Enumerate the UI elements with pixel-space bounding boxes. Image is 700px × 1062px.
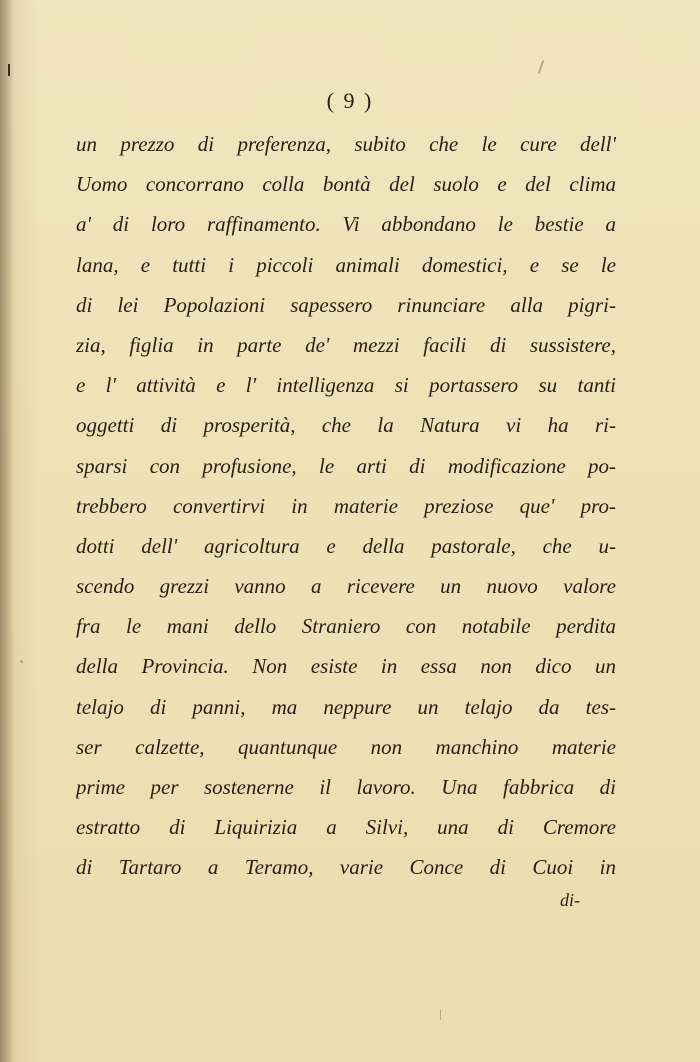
text-line: Uomo concorrano colla bontà del suolo e del clima [76, 172, 616, 197]
text-line: sparsi con profusione, le arti di modificazione po- [76, 453, 616, 478]
page-number: ( 9 ) [326, 88, 374, 113]
text-line: oggetti di prosperità, che la Natura vi ha ri- [76, 413, 616, 438]
text-line: estratto di Liquirizia a Silvi, una di Cremore [76, 815, 616, 840]
text-line: ser calzette, quantunque non manchino materie [76, 734, 616, 759]
gutter-shadow [0, 0, 14, 1062]
text-line: della Provincia. Non esiste in essa non dico un [76, 654, 616, 679]
text-line: prime per sostenerne il lavoro. Una fabbrica di [76, 775, 616, 799]
text-line: dotti dell' agricoltura e della pastorale, che u- [76, 533, 616, 558]
text-line: di lei Popolazioni sapessero rinunciare alla pigri- [76, 292, 616, 317]
text-line: lana, e tutti i piccoli animali domestici, e se le [76, 252, 616, 277]
text-line: trebbero convertirvi in materie preziose que' pro- [76, 493, 616, 518]
paper-speck [538, 60, 545, 74]
text-line: zia, figlia in parte de' mezzi facili di sussistere, [76, 332, 616, 357]
body-text [76, 124, 616, 888]
text-line: fra le mani dello Straniero con notabile perdita [76, 614, 616, 639]
text-line: e l' attività e l' intelligenza si portassero su tanti [76, 373, 616, 398]
text-line: scendo grezzi vanno a ricevere un nuovo valore [76, 574, 616, 599]
catchword: di- [560, 890, 580, 910]
paper-speck [20, 660, 23, 663]
margin-mark [8, 64, 10, 76]
text-line: a' di loro raffinamento. Vi abbondano le bestie a [76, 212, 616, 237]
paper-speck [440, 1010, 441, 1020]
text-line: telajo di panni, ma neppure un telajo da tes- [76, 694, 616, 719]
text-line: di Tartaro a Teramo, varie Conce di Cuoi in [76, 855, 616, 880]
text-line: un prezzo di preferenza, subito che le cure dell' [76, 132, 616, 156]
